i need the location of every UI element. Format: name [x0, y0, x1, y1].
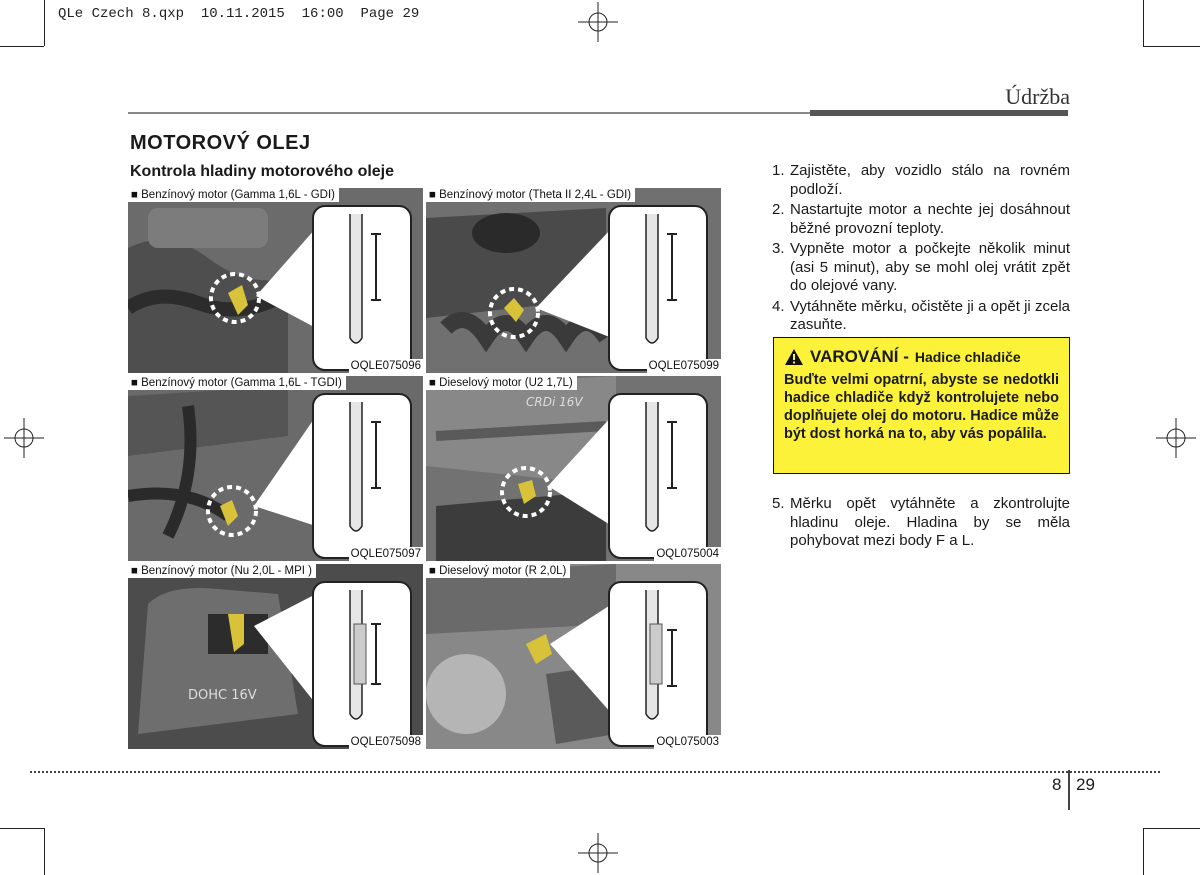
crop-mark	[1143, 828, 1144, 875]
svg-text:CRDi 16V: CRDi 16V	[526, 395, 583, 409]
warning-text: Buďte velmi opatrní, abyste se nedotkli hadice chladiče když kontrolujete nebo doplňujete olej do motoru. Hadice může být dost horká na to, aby vás popálila.	[784, 372, 1059, 442]
figure-caption: ■ Benzínový motor (Gamma 1,6L - TGDI)	[128, 376, 346, 390]
figure-code: OQLE075099	[648, 360, 719, 372]
engine-figure	[426, 376, 721, 561]
engine-illustration	[128, 564, 423, 749]
figure-caption: ■ Dieselový motor (U2 1,7L)	[426, 376, 577, 390]
crop-mark	[1143, 0, 1144, 46]
figure-code: OQLE075096	[350, 360, 421, 372]
engine-figure	[426, 564, 721, 749]
page-number: 29	[1076, 775, 1095, 794]
warning-topic: Hadice chladiče	[914, 349, 1021, 365]
page-title: MOTOROVÝ OLEJ	[130, 132, 311, 154]
footer-rule	[30, 771, 1160, 773]
warning-label: VAROVÁNÍ -	[810, 347, 909, 366]
engine-illustration	[128, 188, 423, 373]
warning-header	[784, 347, 1059, 367]
engine-illustration	[426, 188, 721, 373]
engine-figure-grid	[128, 188, 721, 751]
warning-box	[773, 337, 1070, 474]
figure-caption: ■ Dieselový motor (R 2,0L)	[426, 564, 570, 578]
registration-mark-icon	[578, 833, 618, 873]
step-number: 3.	[772, 240, 785, 257]
instruction-step	[772, 240, 1070, 296]
step-text: Zajistěte, aby vozidlo stálo na rovném podloží.	[790, 162, 1070, 198]
registration-mark-icon	[1156, 418, 1196, 458]
warning-triangle-icon	[784, 348, 804, 366]
section-title: Údržba	[1005, 84, 1070, 109]
chapter-number: 8	[1052, 775, 1062, 794]
engine-illustration	[128, 376, 423, 561]
engine-figure	[128, 564, 423, 749]
registration-mark-icon	[578, 2, 618, 42]
registration-mark-icon	[4, 418, 44, 458]
figure-caption: ■ Benzínový motor (Theta II 2,4L - GDI)	[426, 188, 635, 202]
step-text: Vytáhněte měrku, očistěte ji a opět ji zcela zasuňte.	[790, 297, 1070, 333]
figure-code: OQLE075098	[350, 736, 421, 748]
engine-illustration	[426, 564, 721, 749]
engine-illustration	[426, 376, 721, 561]
instruction-step	[772, 298, 1070, 335]
crop-mark	[1143, 828, 1200, 829]
crop-mark	[1143, 46, 1200, 47]
instruction-step	[772, 162, 1070, 199]
step-text: Vypněte motor a počkejte několik minut (asi 5 minut), aby se mohl olej vrátit zpět do olejové vany.	[790, 240, 1070, 294]
instruction-step	[772, 495, 1070, 553]
page-subtitle: Kontrola hladiny motorového oleje	[130, 163, 395, 180]
figure-code: OQLE075097	[350, 548, 421, 560]
step-text: Měrku opět vytáhněte a zkontrolujte hladinu oleje. Hladina by se měla pohybovat mezi body F a L.	[790, 495, 1070, 549]
engine-figure	[128, 188, 423, 373]
header-rule-accent	[810, 110, 1068, 116]
crop-mark	[44, 828, 45, 875]
step-text: Nastartujte motor a nechte jej dosáhnout běžné provozní teploty.	[790, 201, 1070, 237]
figure-caption: ■ Benzínový motor (Nu 2,0L - MPI )	[128, 564, 316, 578]
page-number-separator	[1068, 770, 1070, 810]
engine-figure	[128, 376, 423, 561]
instruction-step	[772, 201, 1070, 238]
print-slug: QLe Czech 8.qxp 10.11.2015 16:00 Page 29	[58, 6, 420, 22]
step-number: 5.	[772, 495, 785, 512]
figure-caption: ■ Benzínový motor (Gamma 1,6L - GDI)	[128, 188, 339, 202]
crop-mark	[0, 46, 44, 47]
step-number: 4.	[772, 297, 785, 315]
crop-mark	[44, 0, 45, 46]
svg-text:DOHC 16V: DOHC 16V	[188, 688, 257, 703]
engine-figure	[426, 188, 721, 373]
step-number: 1.	[772, 162, 785, 179]
figure-code: OQL075003	[656, 736, 719, 748]
step-number: 2.	[772, 201, 785, 218]
figure-code: OQL075004	[656, 548, 719, 560]
instruction-list	[772, 162, 1070, 337]
crop-mark	[0, 828, 44, 829]
